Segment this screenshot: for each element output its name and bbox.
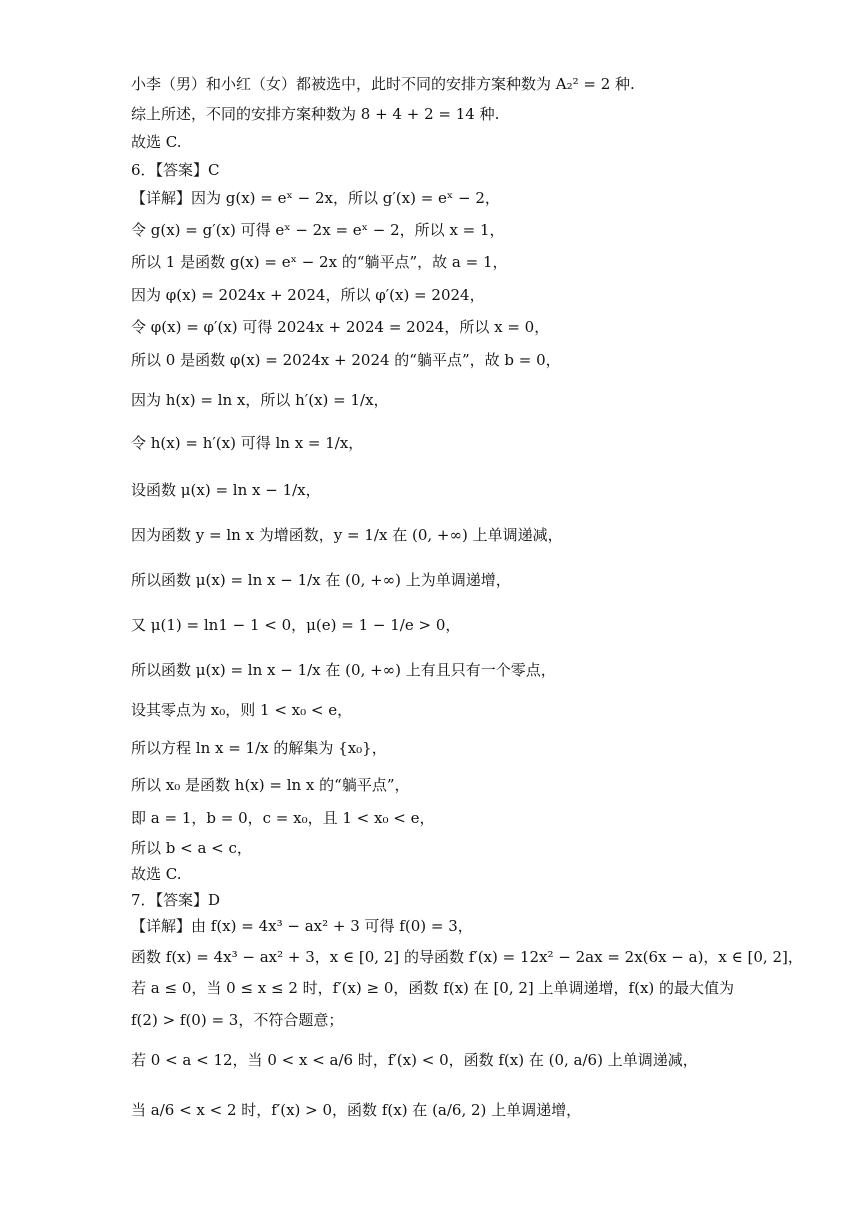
text-line: 当 a/6 < x < 2 时，f′(x) > 0，函数 f(x) 在 (a/6, 2) 上单调递增， bbox=[131, 1101, 582, 1119]
text-line: 小李（男）和小红（女）都被选中，此时不同的安排方案种数为 A₂² = 2 种. bbox=[131, 75, 635, 93]
text-line: 函数 f(x) = 4x³ − ax² + 3，x ∈ [0, 2] 的导函数 f′(x) = 12x² − 2ax = 2x(6x − a)，x ∈ [0, 2]， bbox=[131, 948, 803, 966]
text-line: 若 0 < a < 12，当 0 < x < a/6 时，f′(x) < 0，函数 f(x) 在 (0, a/6) 上单调递减， bbox=[131, 1051, 698, 1069]
text-line: 所以函数 μ(x) = ln x − 1/x 在 (0, +∞) 上为单调递增， bbox=[131, 571, 511, 589]
text-line: 令 g(x) = g′(x) 可得 eˣ − 2x = eˣ − 2，所以 x = 1， bbox=[131, 221, 505, 239]
text-line: 若 a ≤ 0，当 0 ≤ x ≤ 2 时，f′(x) ≥ 0，函数 f(x) 在 [0, 2] 上单调递增，f(x) 的最大值为 bbox=[131, 979, 735, 997]
text-line: 所以 x₀ 是函数 h(x) = ln x 的“躺平点”， bbox=[131, 776, 410, 794]
text-line: 所以 1 是函数 g(x) = eˣ − 2x 的“躺平点”，故 a = 1， bbox=[131, 253, 508, 271]
text-line: 令 h(x) = h′(x) 可得 ln x = 1/x， bbox=[131, 434, 364, 452]
text-line: 综上所述，不同的安排方案种数为 8 + 4 + 2 = 14 种. bbox=[131, 105, 500, 123]
text-line: 所以 b < a < c， bbox=[131, 839, 252, 857]
text-line: 设其零点为 x₀，则 1 < x₀ < e， bbox=[131, 701, 353, 719]
text-line: 因为 h(x) = ln x，所以 h′(x) = 1/x， bbox=[131, 391, 389, 409]
text-line: 【详解】因为 g(x) = eˣ − 2x，所以 g′(x) = eˣ − 2， bbox=[131, 189, 500, 207]
text-line: 所以函数 μ(x) = ln x − 1/x 在 (0, +∞) 上有且只有一个零点， bbox=[131, 661, 556, 679]
text-line: 令 φ(x) = φ′(x) 可得 2024x + 2024 = 2024，所以 x = 0， bbox=[131, 318, 550, 336]
text-line: 又 μ(1) = ln1 − 1 < 0，μ(e) = 1 − 1/e > 0， bbox=[131, 616, 461, 634]
text-line: 故选 C. bbox=[131, 133, 182, 151]
text-line: 【详解】由 f(x) = 4x³ − ax² + 3 可得 f(0) = 3， bbox=[131, 917, 473, 935]
text-line: 因为函数 y = ln x 为增函数，y = 1/x 在 (0, +∞) 上单调递减， bbox=[131, 526, 563, 544]
text-line: 所以方程 ln x = 1/x 的解集为 {x₀}， bbox=[131, 739, 387, 757]
text-line: 故选 C. bbox=[131, 865, 182, 883]
question-7-answer: 7．【答案】D bbox=[131, 891, 221, 909]
text-line: 即 a = 1，b = 0，c = x₀，且 1 < x₀ < e， bbox=[131, 809, 435, 827]
text-line: 设函数 μ(x) = ln x − 1/x， bbox=[131, 481, 321, 499]
text-line: f(2) > f(0) = 3，不符合题意； bbox=[131, 1011, 344, 1029]
question-6-answer: 6．【答案】C bbox=[131, 161, 220, 179]
text-line: 所以 0 是函数 φ(x) = 2024x + 2024 的“躺平点”，故 b = 0， bbox=[131, 351, 561, 369]
text-line: 因为 φ(x) = 2024x + 2024，所以 φ′(x) = 2024， bbox=[131, 286, 485, 304]
